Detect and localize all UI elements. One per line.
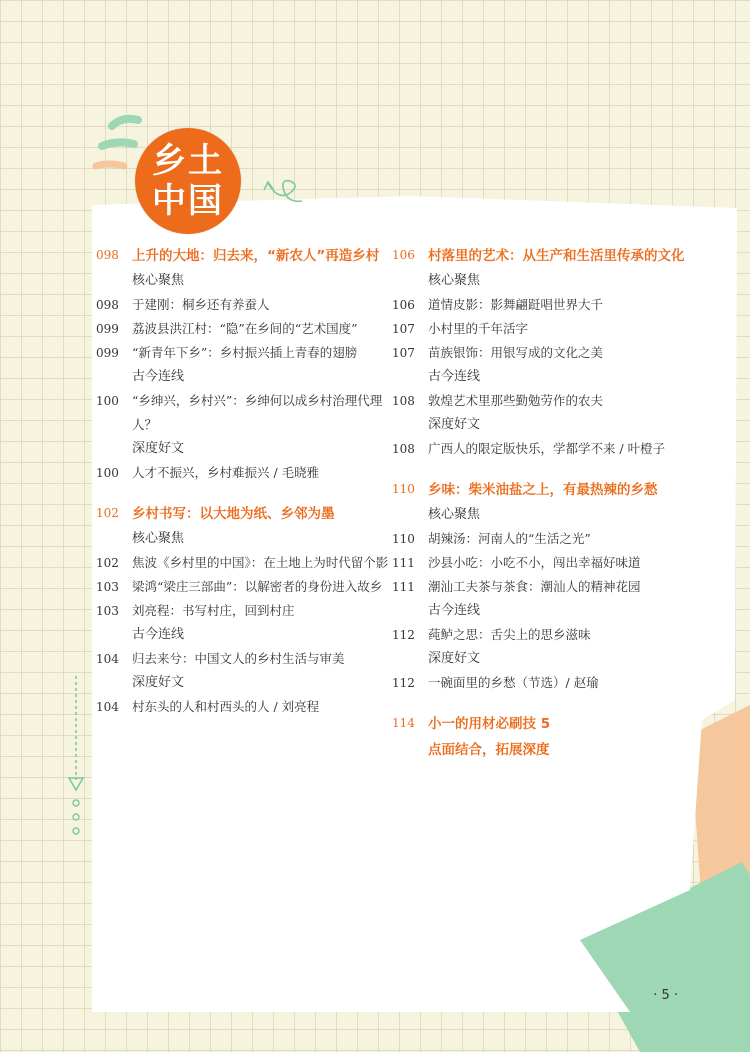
toc-entry-title: 荔波县洪江村：“隐”在乡间的“艺术国度”: [132, 321, 358, 336]
toc-entry[interactable]: [96, 695, 396, 719]
toc-page-number: 108: [392, 442, 415, 456]
toc-page-number: 098: [96, 298, 119, 312]
section-gap: [96, 485, 396, 501]
toc-subsection-label: 古今连线: [428, 603, 481, 618]
toc-entry-title: 于建刚：桐乡还有养蚕人: [132, 297, 270, 312]
toc-page-number: 102: [96, 506, 119, 520]
toc-left-column: [96, 243, 396, 719]
toc-right-column: [392, 243, 692, 763]
toc-page-number: 106: [392, 298, 415, 312]
toc-page-number: 099: [96, 346, 119, 360]
toc-subsection-label: 深度好文: [132, 675, 185, 690]
badge-line-1: 乡土: [152, 141, 224, 181]
toc-entry-title: 潮汕工夫茶与茶食：潮汕人的精神花园: [428, 579, 641, 594]
toc-entry-title: 人才不振兴，乡村难振兴 / 毛晓雅: [132, 465, 320, 480]
toc-page-number: 112: [392, 628, 415, 642]
toc-entry[interactable]: [96, 575, 396, 599]
toc-section-heading[interactable]: [392, 243, 692, 269]
badge-line-2: 中国: [152, 181, 224, 221]
toc-entry-title: “乡绅兴，乡村兴”：乡绅何以成乡村治理代理人？: [132, 393, 383, 432]
toc-entry[interactable]: [392, 293, 692, 317]
toc-entry[interactable]: [392, 623, 692, 647]
toc-entry[interactable]: [96, 317, 396, 341]
toc-entry-title: 归去来兮：中国文人的乡村生活与审美: [132, 651, 345, 666]
toc-subsection-label: 古今连线: [428, 369, 481, 384]
toc-entry[interactable]: [96, 293, 396, 317]
toc-page-number: 104: [96, 700, 119, 714]
toc-page-number: 110: [392, 482, 415, 496]
toc-subsection-label: 核心聚焦: [428, 507, 481, 522]
toc-section-heading[interactable]: [96, 243, 396, 269]
toc-page-number: 102: [96, 556, 119, 570]
toc-page-number: 114: [392, 716, 415, 730]
toc-page-number: 106: [392, 248, 415, 262]
toc-page-number: 111: [392, 556, 415, 570]
toc-section-heading[interactable]: [392, 711, 692, 737]
toc-page-number: 103: [96, 604, 119, 618]
loop-arrow-icon: [268, 181, 302, 202]
toc-entry-title: “新青年下乡”：乡村振兴插上青春的翅膀: [132, 345, 358, 360]
toc-entry-title: 道情皮影：影舞翩跹唱世界大千: [428, 297, 604, 312]
toc-entry-title: 莼鲈之思：舌尖上的思乡滋味: [428, 627, 591, 642]
toc-page-number: 100: [96, 466, 119, 480]
section-gap: [392, 461, 692, 477]
toc-page-number: 111: [392, 580, 415, 594]
section-badge: [135, 128, 241, 234]
toc-entry-title: 广西人的限定版快乐，学都学不来 / 叶橙子: [428, 441, 666, 456]
toc-section-heading[interactable]: [392, 477, 692, 503]
toc-entry-title: 焦波《乡村里的中国》：在土地上为时代留个影: [132, 555, 389, 570]
section-gap: [392, 695, 692, 711]
toc-entry[interactable]: [96, 341, 396, 365]
toc-page-number: 107: [392, 322, 415, 336]
toc-page-number: [392, 737, 428, 763]
toc-entry[interactable]: [392, 671, 692, 695]
toc-page-number: 110: [392, 532, 415, 546]
toc-entry[interactable]: [392, 389, 692, 413]
toc-entry-title: 敦煌艺术里那些勤勉劳作的农夫: [428, 393, 604, 408]
toc-entry-title: 村东头的人和村西头的人 / 刘亮程: [132, 699, 320, 714]
green-dash-2: [102, 142, 134, 146]
toc-subsection-label: 古今连线: [132, 369, 185, 384]
toc-subsection-label: 核心聚焦: [132, 273, 185, 288]
toc-entry-title: 一碗面里的乡愁（节选）/ 赵瑜: [428, 675, 599, 690]
toc-entry[interactable]: [392, 317, 692, 341]
toc-entry-title: 沙县小吃：小吃不小，闯出幸福好味道: [428, 555, 641, 570]
toc-page-number: 108: [392, 394, 415, 408]
peach-dash: [96, 164, 124, 166]
toc-entry[interactable]: [392, 341, 692, 365]
toc-entry[interactable]: [392, 527, 692, 551]
toc-page-number: 112: [392, 676, 415, 690]
toc-page-number: 104: [96, 652, 119, 666]
toc-entry[interactable]: [96, 551, 396, 575]
toc-page-number: 107: [392, 346, 415, 360]
toc-subsection-label: 古今连线: [132, 627, 185, 642]
toc-entry-title: 苗族银饰：用银写成的文化之美: [428, 345, 604, 360]
toc-page-number: 103: [96, 580, 119, 594]
toc-entry[interactable]: [392, 575, 692, 599]
toc-subsection-label: 深度好文: [428, 417, 481, 432]
toc-entry[interactable]: [392, 551, 692, 575]
toc-page-number: 098: [96, 248, 119, 262]
toc-subsection-label: 核心聚焦: [132, 531, 185, 546]
toc-section-heading[interactable]: [392, 737, 692, 763]
toc-entry-title: 村落里的艺术：从生产和生活里传承的文化: [428, 248, 685, 264]
toc-entry[interactable]: [96, 461, 396, 485]
toc-entry[interactable]: [96, 599, 396, 623]
toc-entry[interactable]: [96, 647, 396, 671]
toc-section-heading[interactable]: [96, 501, 396, 527]
toc-entry-title: 点面结合，拓展深度: [428, 742, 550, 758]
green-dash-1: [112, 119, 138, 126]
toc-entry-title: 胡辣汤：河南人的“生活之光”: [428, 531, 591, 546]
toc-entry-title: 小一的用材必刷技 5: [428, 716, 551, 732]
toc-entry[interactable]: [392, 437, 692, 461]
toc-entry-title: 乡味：柴米油盐之上，有最热辣的乡愁: [428, 482, 658, 498]
toc-page-number: 100: [96, 394, 119, 408]
toc-entry[interactable]: [96, 389, 396, 437]
toc-subsection-label: 核心聚焦: [428, 273, 481, 288]
toc-subsection-label: 深度好文: [132, 441, 185, 456]
toc-entry-title: 刘亮程：书写村庄，回到村庄: [132, 603, 295, 618]
toc-entry-title: 小村里的千年活字: [428, 321, 529, 336]
toc-entry-title: 上升的大地：归去来，“新农人”再造乡村: [132, 248, 380, 264]
toc-page-number: 099: [96, 322, 119, 336]
toc-entry-title: 梁鸿“梁庄三部曲”：以解密者的身份进入故乡: [132, 579, 383, 594]
toc-subsection-label: 深度好文: [428, 651, 481, 666]
toc-entry-title: 乡村书写：以大地为纸、乡邻为墨: [132, 506, 335, 522]
page-number: · 5 ·: [653, 988, 678, 1003]
